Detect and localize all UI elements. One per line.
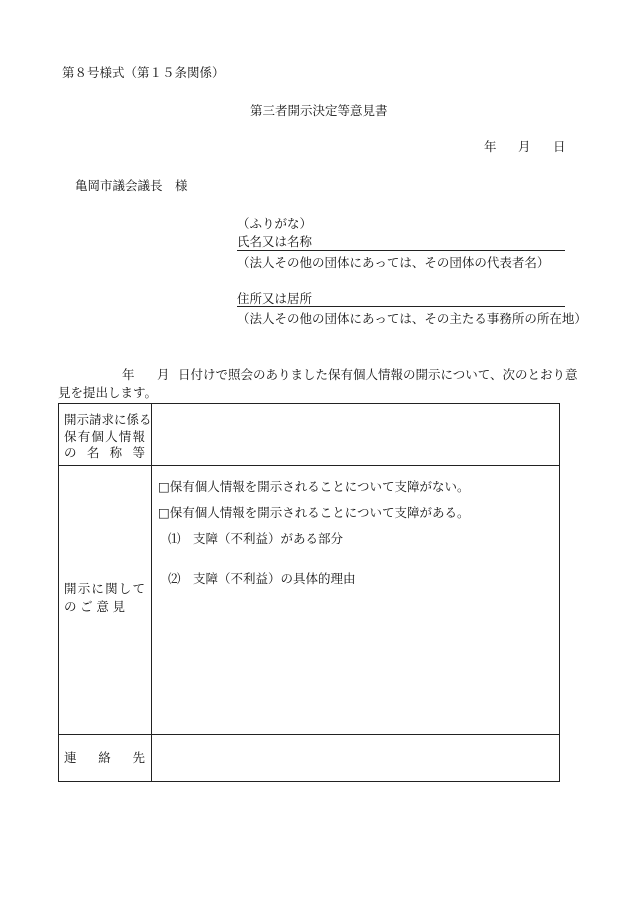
info-name-input-cell[interactable] [152, 404, 560, 466]
body-text-line2: 見を提出します。 [58, 385, 158, 400]
opinion-cell [152, 466, 560, 735]
row1-label-line2: 保 有 個 人 情 報 [64, 429, 145, 444]
checkbox-hindrance[interactable]: □保有個人情報を開示されることについて支障がある。 [158, 505, 470, 520]
name-note: （法人その他の団体にあっては、その団体の代表者名） [237, 255, 550, 270]
address-label: 住所又は居所 [237, 291, 313, 306]
table-row-opinion [59, 466, 560, 735]
address-note: （法人その他の団体にあっては、その主たる事務所の所在地） [237, 311, 587, 326]
addressee: 亀岡市議会議長 様 [75, 178, 188, 193]
row1-label-line1: 開示請求に係る [64, 412, 152, 427]
sub-item-affected-part: ⑴ 支障（不利益）がある部分 [168, 531, 344, 546]
name-underline[interactable] [237, 250, 565, 251]
label-cell [59, 404, 152, 466]
contact-input-cell[interactable] [152, 735, 560, 782]
table-row-contact [59, 735, 560, 782]
date-day-label: 日 [553, 139, 566, 154]
table-row-info-name [59, 404, 560, 466]
body-text-line1: 日付けで照会のありました保有個人情報の開示について、次のとおり意 [178, 367, 578, 382]
furigana-label: （ふりがな） [237, 216, 313, 231]
label-cell [59, 466, 152, 735]
body-month-label: 月 [157, 367, 170, 382]
document-title: 第三者開示決定等意見書 [250, 103, 388, 118]
name-label: 氏名又は名称 [237, 234, 313, 249]
address-underline[interactable] [237, 306, 565, 307]
date-year-label: 年 [484, 139, 497, 154]
date-month-label: 月 [518, 139, 531, 154]
row2-label-line1: 開 示 に 関 し て [64, 581, 145, 596]
label-cell [59, 735, 152, 782]
body-year-label: 年 [122, 367, 135, 382]
row3-label: 連 絡 先 [64, 750, 145, 765]
row2-label-line2: の ご 意 見 [64, 599, 125, 614]
sub-item-specific-reason: ⑵ 支障（不利益）の具体的理由 [168, 571, 356, 586]
form-number: 第８号様式（第１５条関係） [62, 65, 225, 80]
opinion-table [58, 403, 560, 782]
row1-label-line3: の 名 称 等 [64, 445, 145, 460]
checkbox-no-hindrance[interactable]: □保有個人情報を開示されることについて支障がない。 [158, 479, 470, 494]
